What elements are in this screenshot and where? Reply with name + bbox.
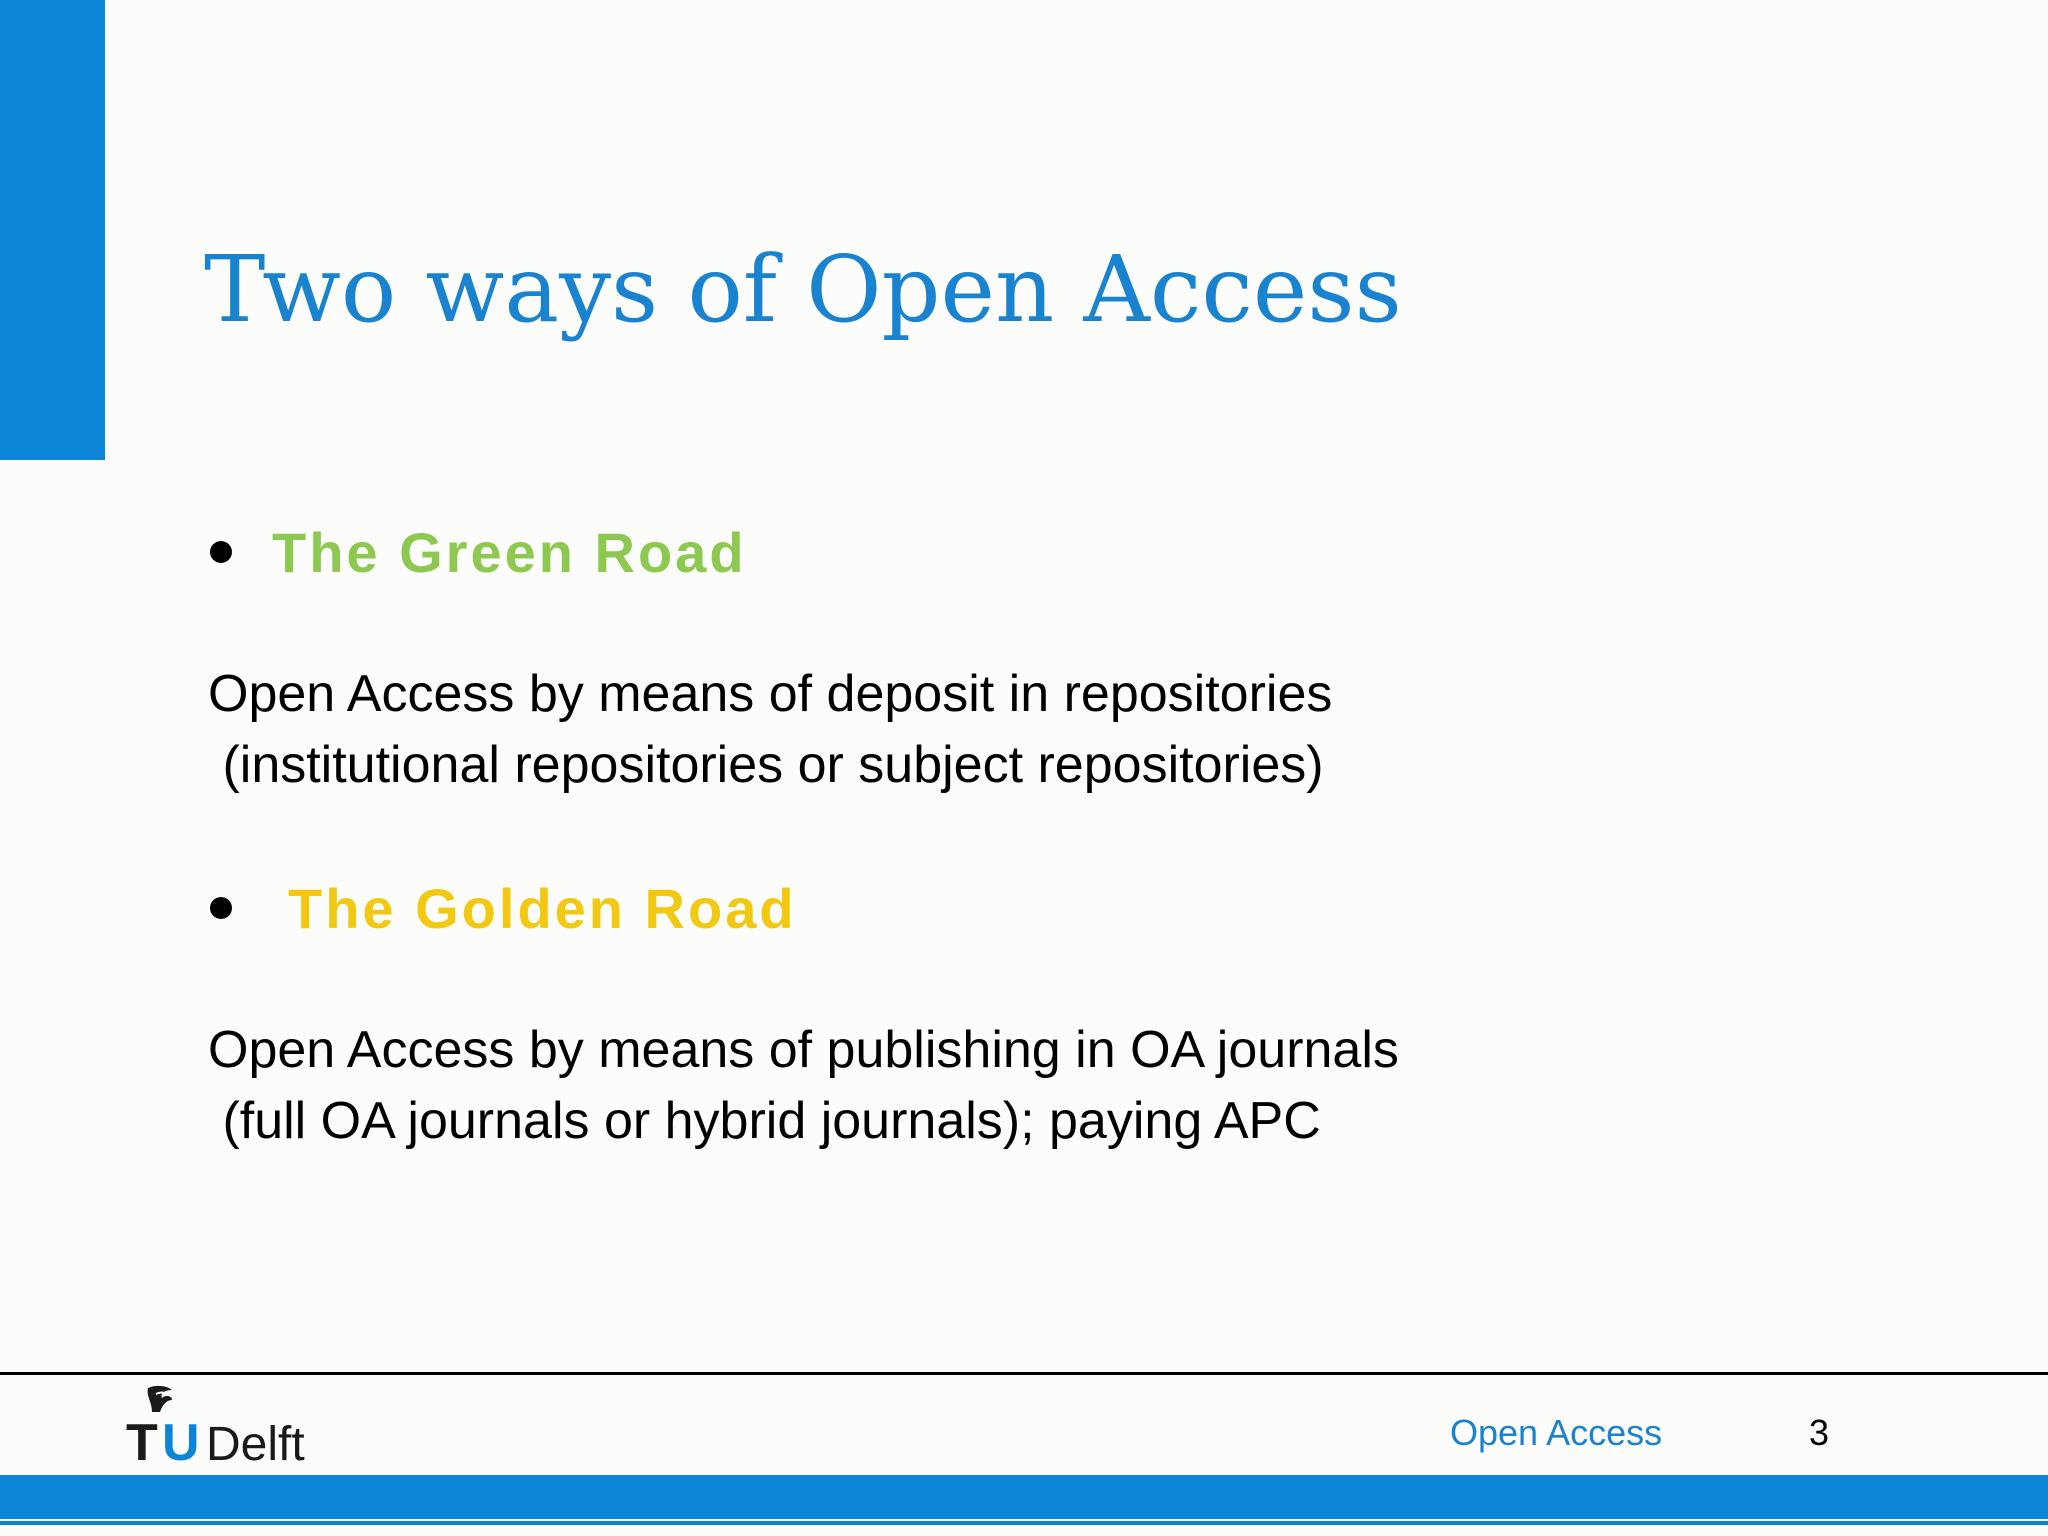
- footer-divider: [0, 1372, 2048, 1375]
- golden-road-description: [208, 1015, 1399, 1157]
- bullet-golden-road: [210, 868, 797, 948]
- accent-bar: [0, 0, 105, 460]
- svg-text:Delft: Delft: [206, 1418, 305, 1464]
- svg-text:U: U: [162, 1414, 200, 1464]
- footer-band-line: [0, 1521, 2048, 1525]
- green-road-description: [208, 659, 1332, 801]
- golden-road-line-2: (full OA journals or hybrid journals); paying APC: [208, 1092, 1321, 1150]
- green-road-line-1: Open Access by means of deposit in repositories: [208, 665, 1333, 723]
- green-road-line-2: (institutional repositories or subject repositories): [208, 736, 1324, 794]
- footer-band: [0, 1475, 2048, 1519]
- green-road-label: The Green Road: [272, 520, 747, 584]
- golden-road-label: The Golden Road: [288, 876, 797, 940]
- tu-delft-logo: [126, 1384, 336, 1464]
- bullet-green-road: [210, 512, 747, 592]
- bullet-dot-icon: [210, 541, 232, 563]
- bullet-dot-icon: [210, 897, 232, 919]
- slide-title: Two ways of Open Access: [204, 236, 1402, 343]
- page-number: 3: [1809, 1412, 1830, 1453]
- svg-text:T: T: [126, 1414, 158, 1464]
- golden-road-line-1: Open Access by means of publishing in OA journals: [208, 1021, 1399, 1079]
- footer-label: Open Access: [1450, 1412, 1663, 1453]
